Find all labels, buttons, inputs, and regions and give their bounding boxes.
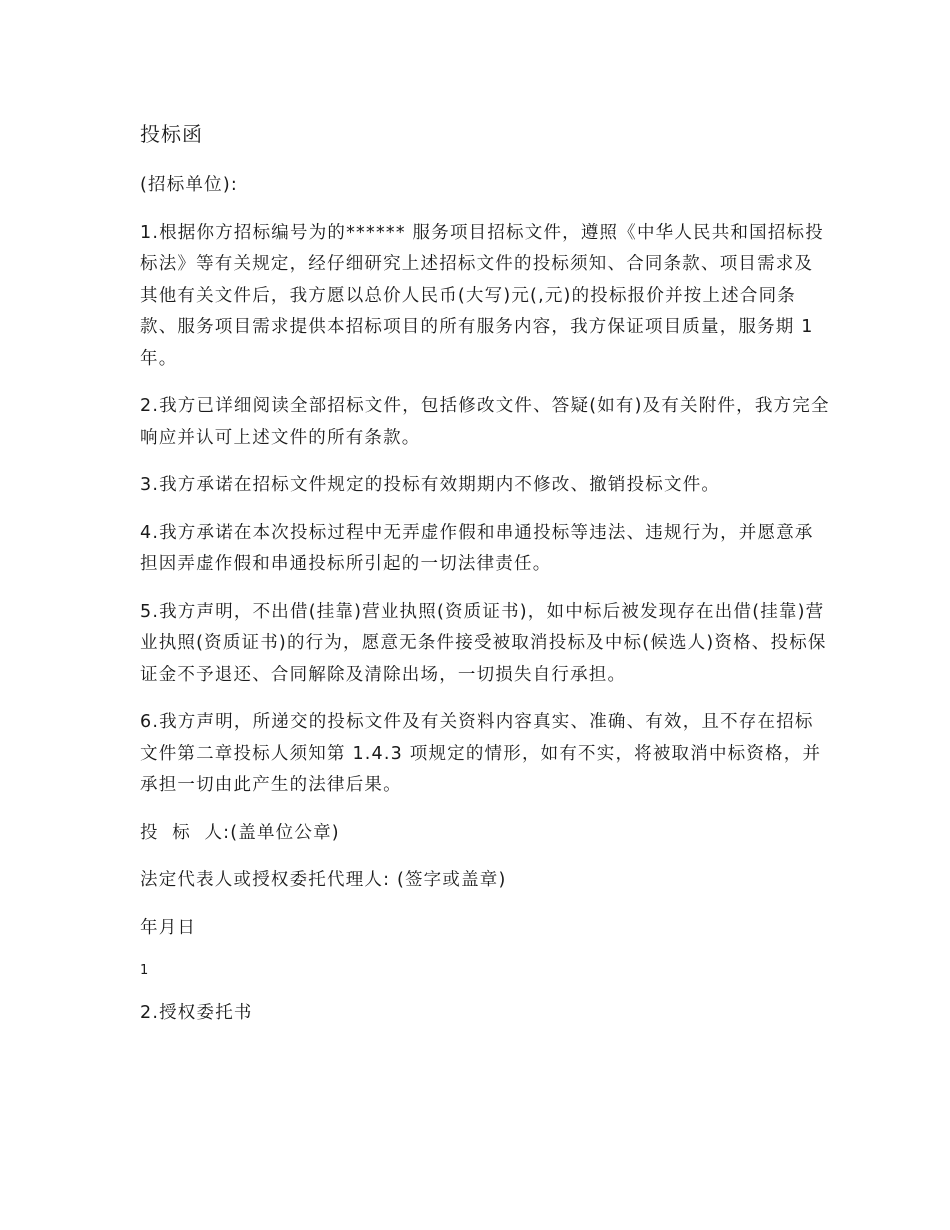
document-title: 投标函 [140,122,203,146]
paragraph-1: 1.根据你方招标编号为的****** 服务项目招标文件，遵照《中华人民共和国招标投标法》等有关规定，经仔细研究上述招标文件的投标须知、合同条款、项目需求及其他有关文件后，我方愿以总价人民币(大写)元(,元)的投标报价并按上述合同条款、服务项目需求提供本招标项目的所有服务内容，我方保证项目质量，服务期 1 年。 [140,222,824,369]
representative-line: 法定代表人或授权委托代理人: (签字或盖章) [140,870,507,890]
paragraph-4: 4.我方承诺在本次投标过程中无弄虚作假和串通投标等违法、违规行为，并愿意承担因弄虚作假和串通投标所引起的一切法律责任。 [140,522,814,574]
bidder-line: 投 标 人:(盖单位公章) [140,822,340,843]
page-number: 1 [140,963,150,978]
paragraph-3: 3.我方承诺在招标文件规定的投标有效期期内不修改、撤销投标文件。 [140,475,721,495]
date-line: 年月日 [140,917,197,938]
paragraph-2: 2.我方已详细阅读全部招标文件，包括修改文件、答疑(如有)及有关附件，我方完全响应并认可上述文件的所有条款。 [140,396,830,448]
document-page [140,118,830,1046]
addressee-line: (招标单位): [140,175,238,195]
paragraph-5: 5.我方声明，不出借(挂靠)营业执照(资质证书)，如中标后被发现存在出借(挂靠)营业执照(资质证书)的行为，愿意无条件接受被取消投标及中标(候选人)资格、投标保证金不予退还、合同解除及清除出场，一切损失自行承担。 [140,601,827,685]
next-section-heading: 2.授权委托书 [140,1003,253,1023]
paragraph-6: 6.我方声明，所递交的投标文件及有关资料内容真实、准确、有效，且不存在招标文件第二章投标人须知第 1.4.3 项规定的情形，如有不实，将被取消中标资格，并承担一切由此产生的法律后果。 [140,712,822,795]
